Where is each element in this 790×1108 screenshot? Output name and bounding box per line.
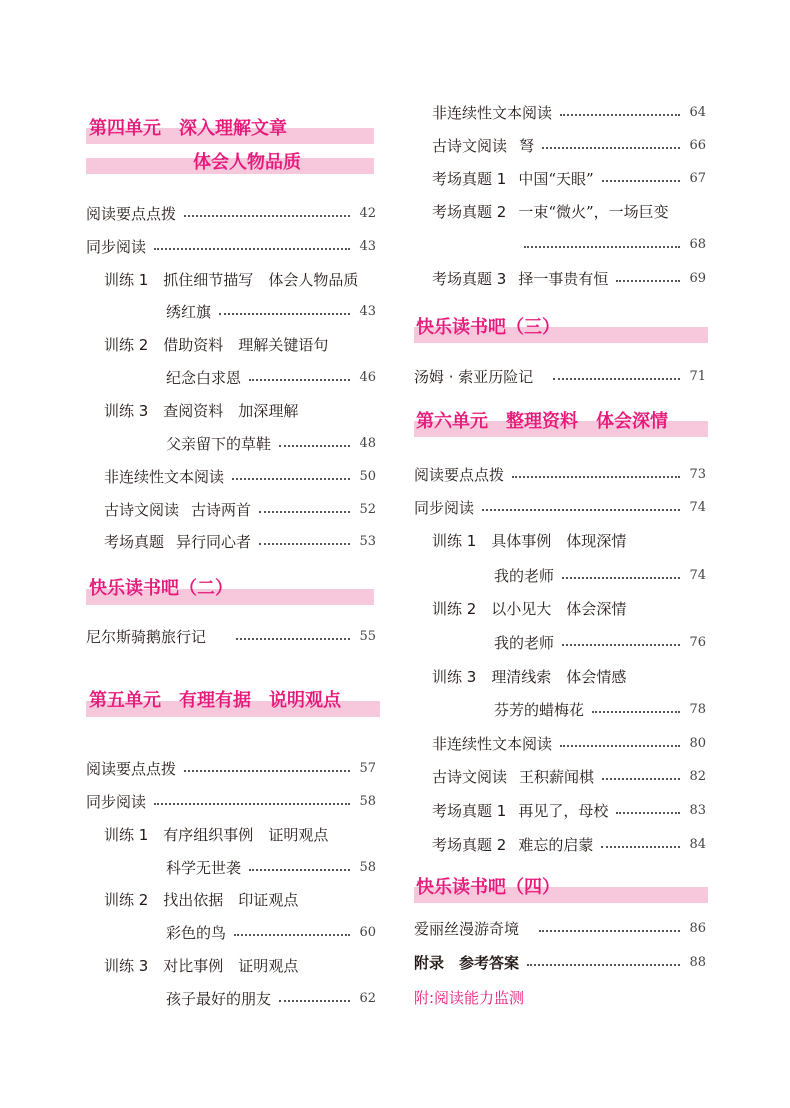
unit4-title-line2: 体会人物品质 (193, 152, 301, 173)
unit6-title: 第六单元 整理资料 体会深情 (416, 411, 668, 432)
toc-training-heading: 训练 1 有序组织事例 证明观点 (104, 825, 329, 844)
toc-entry[interactable]: 同步阅读 74 (414, 498, 706, 517)
toc-training-heading: 训练 1 抓住细节描写 体会人物品质 (104, 270, 359, 289)
toc-training-heading: 训练 3 对比事例 证明观点 (104, 956, 299, 975)
toc-entry[interactable]: 考场真题 1 再见了，母校 83 (432, 801, 706, 820)
toc-entry[interactable]: 绣红旗 43 (166, 302, 376, 321)
toc-entry[interactable]: 孩子最好的朋友 62 (166, 989, 376, 1008)
toc-entry[interactable]: 科学无世袭 58 (166, 858, 376, 877)
toc-entry[interactable]: 芬芳的蜡梅花 78 (494, 700, 706, 719)
toc-entry[interactable]: 我的老师 74 (494, 566, 706, 585)
toc-training-heading: 训练 2 以小见大 体会深情 (432, 599, 627, 618)
toc-entry[interactable]: 阅读要点点拨 57 (86, 759, 376, 778)
toc-entry[interactable]: 阅读要点点拨 73 (414, 465, 706, 484)
toc-entry[interactable]: 爱丽丝漫游奇境 86 (414, 919, 706, 938)
toc-entry[interactable]: 考场真题 1 中国“天眼” 67 (432, 169, 706, 188)
toc-entry[interactable]: 非连续性文本阅读 64 (432, 103, 706, 122)
toc-entry[interactable]: 考场真题 3 择一事贵有恒 69 (432, 269, 706, 288)
toc-entry[interactable]: 我的老师 76 (494, 633, 706, 652)
toc-entry[interactable]: 同步阅读 43 (86, 237, 376, 256)
toc-training-heading: 训练 3 理清线索 体会情感 (432, 667, 627, 686)
toc-entry[interactable]: 尼尔斯骑鹅旅行记 55 (86, 627, 376, 646)
toc-entry[interactable]: 父亲留下的草鞋 48 (166, 434, 376, 453)
reading2-title: 快乐读书吧（二） (89, 578, 233, 599)
toc-entry[interactable]: 古诗文阅读 弩 66 (432, 136, 706, 155)
toc-training-heading: 训练 3 查阅资料 加深理解 (104, 401, 299, 420)
toc-entry[interactable]: 纪念白求恩 46 (166, 368, 376, 387)
reading3-title: 快乐读书吧（三） (416, 317, 560, 338)
toc-entry[interactable]: 阅读要点点拨 42 (86, 204, 376, 223)
unit5-title: 第五单元 有理有据 说明观点 (89, 690, 341, 711)
toc-entry[interactable]: 考场真题 2 一束“微火”，一场巨变 (432, 202, 669, 221)
toc-entry[interactable]: 古诗文阅读 古诗两首 52 (104, 500, 376, 519)
toc-entry-continued[interactable]: 68 (524, 232, 706, 256)
toc-entry-appendix[interactable]: 附录 参考答案 88 (414, 953, 706, 972)
toc-training-heading: 训练 1 具体事例 体现深情 (432, 531, 627, 550)
toc-entry[interactable]: 非连续性文本阅读 50 (104, 467, 376, 486)
toc-entry[interactable]: 同步阅读 58 (86, 792, 376, 811)
toc-entry[interactable]: 彩色的鸟 60 (166, 923, 376, 942)
reading4-title: 快乐读书吧（四） (416, 877, 560, 898)
toc-entry[interactable]: 考场真题 异行同心者 53 (104, 532, 376, 551)
toc-entry[interactable]: 考场真题 2 难忘的启蒙 84 (432, 835, 706, 854)
toc-entry[interactable]: 古诗文阅读 王积薪闻棋 82 (432, 767, 706, 786)
toc-training-heading: 训练 2 借助资料 理解关键语句 (104, 335, 329, 354)
toc-entry[interactable]: 汤姆 · 索亚历险记 71 (414, 367, 706, 386)
unit4-title-line1: 第四单元 深入理解文章 (89, 118, 287, 139)
monitor-note[interactable]: 附:阅读能力监测 (414, 988, 525, 1007)
toc-entry[interactable]: 非连续性文本阅读 80 (432, 734, 706, 753)
toc-training-heading: 训练 2 找出依据 印证观点 (104, 890, 299, 909)
